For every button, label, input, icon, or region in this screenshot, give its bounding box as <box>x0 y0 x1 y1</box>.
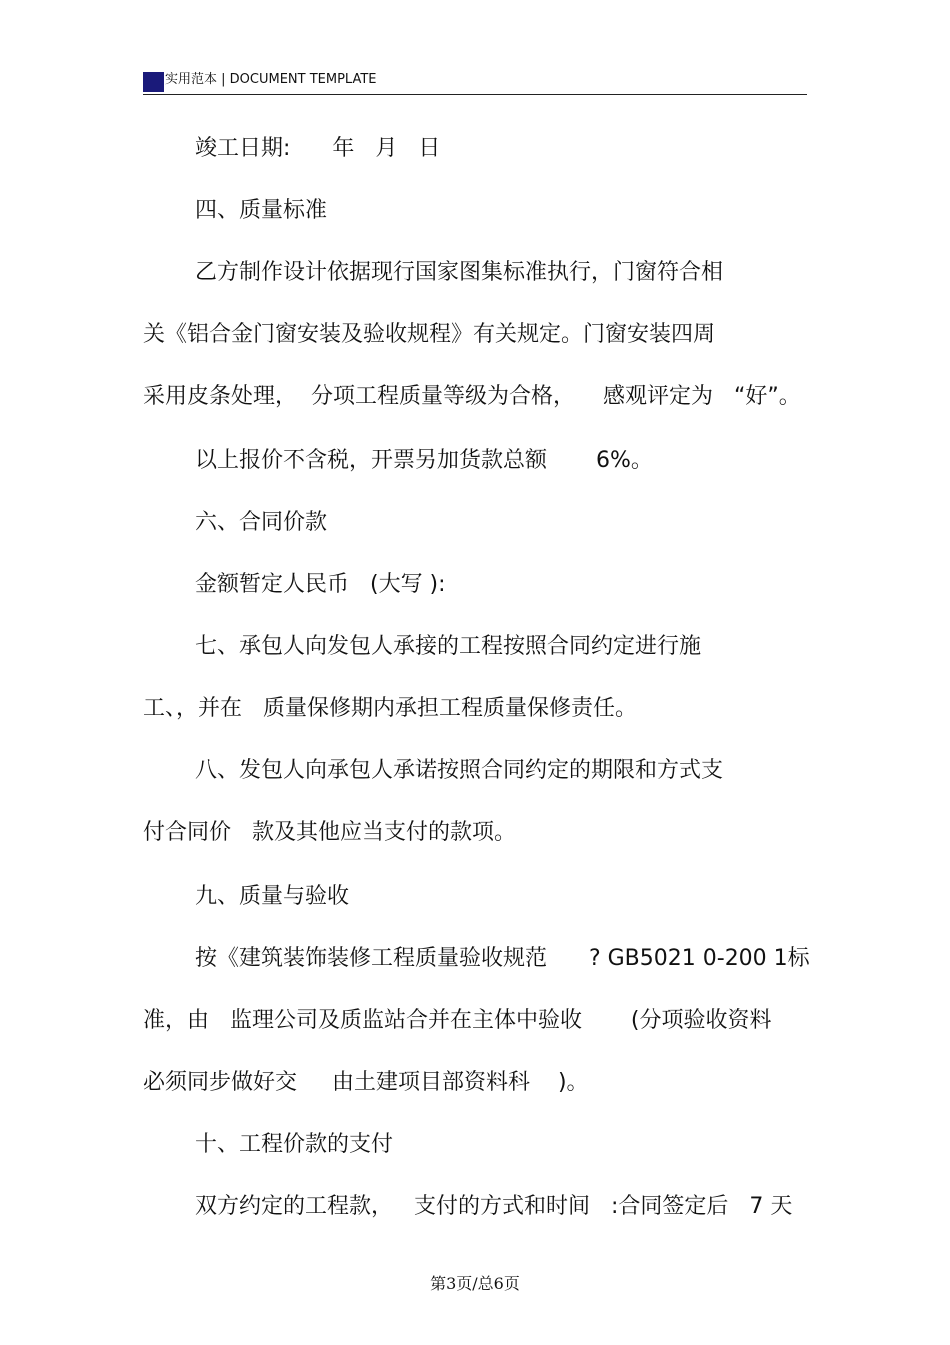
paragraph-line: 付合同价 款及其他应当支付的款项。 <box>143 820 516 845</box>
paragraph-line: 按《建筑装饰装修工程质量验收规范 ? GB5021 0-200 1标 <box>195 946 810 971</box>
paragraph-line: 乙方制作设计依据现行国家图集标准执行，门窗符合相 <box>195 260 724 285</box>
header-logo-square <box>143 72 164 92</box>
paragraph-line: 七、承包人向发包人承接的工程按照合同约定进行施 <box>195 634 702 659</box>
page-number: 第3页/总6页 <box>430 1274 520 1293</box>
heading-quality-standard: 四、质量标准 <box>195 198 328 223</box>
header-label: 实用范本 | DOCUMENT TEMPLATE <box>165 72 377 87</box>
line-completion-date: 竣工日期: 年 月 日 <box>195 136 441 161</box>
paragraph-line: 必须同步做好交 由土建项目部资料科 )。 <box>143 1070 589 1095</box>
paragraph-line: 关《铝合金门窗安装及验收规程》有关规定。门窗安装四周 <box>143 322 716 347</box>
paragraph-line: 工、，并在 质量保修期内承担工程质量保修责任。 <box>143 696 637 721</box>
paragraph-line: 八、发包人向承包人承诺按照合同约定的期限和方式支 <box>195 758 724 783</box>
paragraph-line: 双方约定的工程款， 支付的方式和时间 :合同签定后 7 天 <box>195 1194 793 1219</box>
page-header <box>143 68 807 95</box>
heading-payment: 十、工程价款的支付 <box>195 1132 394 1157</box>
heading-contract-price: 六、合同价款 <box>195 510 328 535</box>
paragraph-line: 金额暂定人民币 (大写 ): <box>195 572 446 597</box>
paragraph-line: 采用皮条处理， 分项工程质量等级为合格， 感观评定为 “好”。 <box>143 384 801 409</box>
heading-quality-acceptance: 九、质量与验收 <box>195 884 350 909</box>
paragraph-line: 准，由 监理公司及质监站合并在主体中验收 (分项验收资料 <box>143 1008 772 1033</box>
paragraph-line: 以上报价不含税，开票另加货款总额 6%。 <box>195 448 653 473</box>
